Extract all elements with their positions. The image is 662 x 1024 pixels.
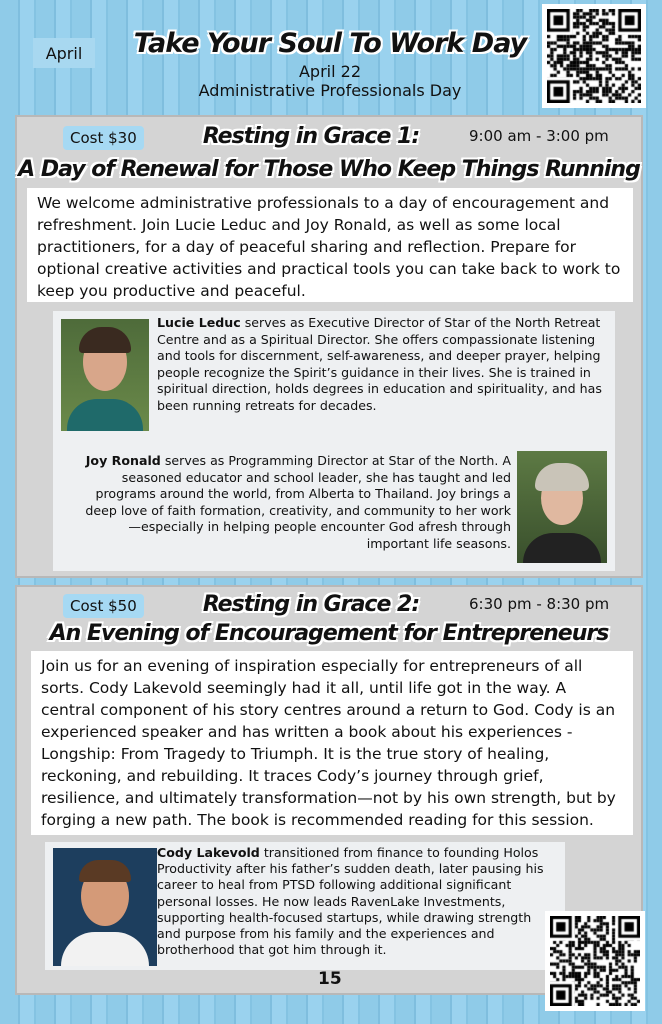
page-number: 15 (318, 969, 342, 989)
cost-tag: Cost $50 (63, 594, 144, 618)
event-date: April 22 (298, 62, 361, 81)
occasion: Administrative Professionals Day (198, 81, 462, 100)
bio-text: transitioned from finance to founding Holos Productivity after his father’s sudden death, later pausing his career to heal from PTSD following additional significant personal losses. He now leads RavenLake Investments, supporting health-focused startups, while drawing strength and purpose from his family and the experiences and brotherhood that got him through it. (157, 845, 544, 958)
event-subtitle: An Evening of Encouragement for Entrepreneurs (49, 621, 609, 646)
event-subtitle: A Day of Renewal for Those Who Keep Things Running (18, 157, 640, 182)
event-title: Resting in Grace 2: (202, 592, 420, 617)
event-title: Resting in Grace 1: (202, 124, 420, 149)
event-description: We welcome administrative professionals to a day of encouragement and refreshment. Join Lucie Leduc and Joy Ronald, as well as some local practitioners, for a day of peaceful sharing and reflection. Prepare for optional creative activities and practical tools you can take back to work to keep you productive and peaceful. (27, 188, 633, 302)
event-panel-1 (15, 115, 643, 578)
event-time: 9:00 am - 3:00 pm (469, 127, 609, 145)
event-time: 6:30 pm - 8:30 pm (469, 595, 610, 613)
bio-name: Cody Lakevold (157, 845, 260, 860)
cost-tag: Cost $30 (63, 126, 144, 150)
bio-box (53, 311, 615, 571)
qr-code-bottom[interactable] (545, 911, 645, 1011)
bio-lucie-leduc (157, 315, 609, 415)
bio-box (45, 842, 565, 970)
joy-ronald-photo (517, 451, 607, 563)
bio-name: Lucie Leduc (157, 315, 241, 330)
page-subtitle (150, 62, 510, 100)
page-title: Take Your Soul To Work Day (133, 28, 527, 59)
event-description: Join us for an evening of inspiration especially for entrepreneurs of all sorts. Cody Lakevold seemingly had it all, until life got in the way. A central component of his story centres around a return to God. Cody is an experienced speaker and has written a book about his experiences - Longship: From Tragedy to Triumph. It is the true story of healing, reckoning, and rebuilding. It traces Cody’s journey through grief, resilience, and ultimately transformation—not by his own strength, but by forging a new path. The book is recommended reading for this session. (31, 651, 633, 835)
lucie-leduc-photo (61, 319, 149, 431)
month-tag: April (33, 38, 95, 68)
qr-code-top[interactable] (542, 4, 646, 108)
bio-name: Joy Ronald (85, 453, 161, 468)
bio-joy-ronald (83, 453, 511, 553)
bio-cody-lakevold (157, 845, 557, 958)
bio-text: serves as Programming Director at Star of the North. A seasoned educator and school leader, she has taught and led programs around the world, from Alberta to Thailand. Joy brings a deep love of faith formation, creativity, and community to her work—especially in helping people encounter God afresh through important life seasons. (85, 453, 511, 551)
bio-text: serves as Executive Director of Star of the North Retreat Centre and as a Spiritual Director. She offers compassionate listening and tools for discernment, self-awareness, and deeper prayer, helping people recognize the Spirit’s guidance in their lives. She is trained in spiritual direction, holds degrees in education and spirituality, and has been running retreats for decades. (157, 315, 602, 413)
cody-lakevold-photo (53, 848, 157, 966)
